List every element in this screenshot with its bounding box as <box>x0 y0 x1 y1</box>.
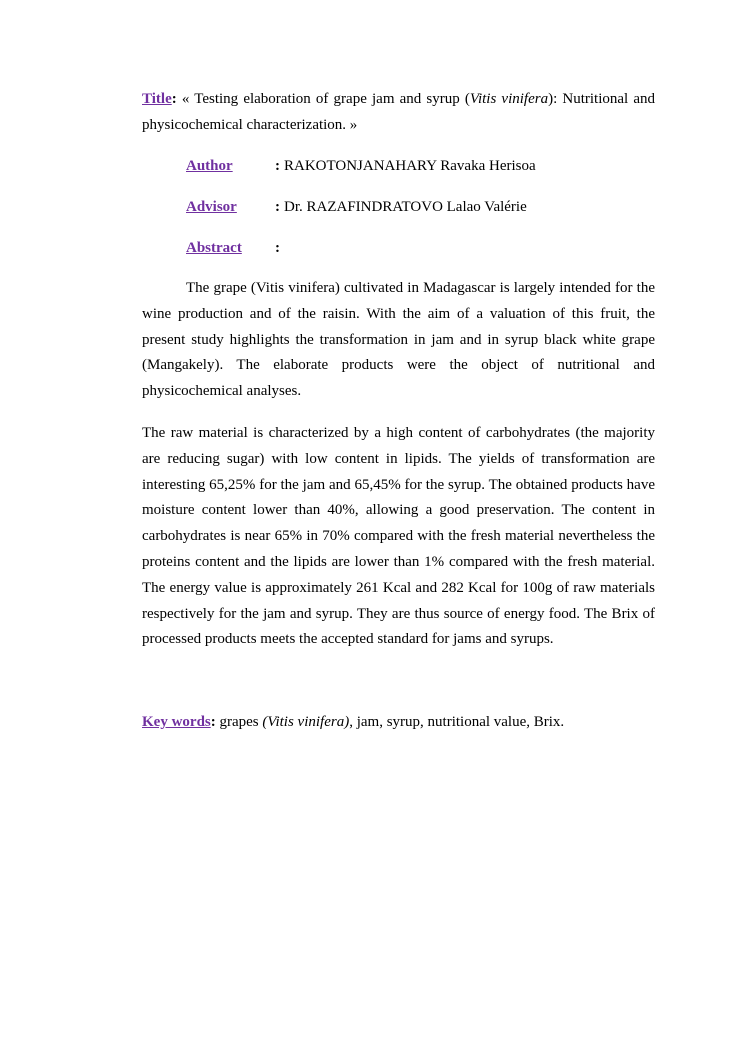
advisor-row <box>186 194 655 220</box>
title-text-before: « Testing elaboration of grape jam and syrup ( <box>176 91 470 107</box>
abstract-row <box>186 235 655 261</box>
title-species: Vitis vinifera <box>469 91 549 107</box>
author-value: RAKOTONJANAHARY Ravaka Herisoa <box>284 158 536 174</box>
keywords-text-after: , jam, syrup, nutritional value, Brix. <box>349 714 565 731</box>
keywords-label: Key words <box>142 714 211 731</box>
advisor-label: Advisor <box>186 199 237 215</box>
abstract-paragraph-2: The raw material is characterized by a high content of carbohydrates (the majority are reducing sugar) with low content in lipids. The yields of transformation are interesting 65,25% for the jam and 65,45% for the syrup. The obtained products have moisture content lower than 40%, allowing a good preservation. The content in carbohydrates is near 65% in 70% compared with the fresh material nevertheless the proteins content and the lipids are lower than 1% compared with the fresh material. The energy value is approximately 261 Kcal and 282 Kcal for 100g of raw materials respectively for the jam and syrup. They are thus source of energy food. The Brix of processed products meets the accepted standard for jams and syrups. <box>142 424 655 648</box>
abstract-paragraph-1: The grape (Vitis vinifera) cultivated in Madagascar is largely intended for the wine production and of the raisin. With the aim of a valuation of this fruit, the present study highlights the transformation in jam and in syrup black white grape (Mangakely). The elaborate products were the object of nutritional and physicochemical analyses. <box>142 280 655 400</box>
author-colon: : <box>275 158 280 174</box>
keywords-text-before: grapes <box>215 714 263 731</box>
keywords-colon: : <box>210 714 216 731</box>
keywords-species: (Vitis vinifera) <box>262 714 350 731</box>
advisor-colon: : <box>275 199 280 215</box>
author-row <box>186 153 655 179</box>
title-label: Title <box>142 91 172 107</box>
advisor-value: Dr. RAZAFINDRATOVO Lalao Valérie <box>284 199 527 215</box>
title-colon: : <box>171 91 177 107</box>
author-label: Author <box>186 158 233 174</box>
abstract-label: Abstract <box>186 240 242 256</box>
title-paragraph <box>142 86 655 138</box>
title-text-after: ): Nutritional and physicochemical characterization. » <box>142 91 655 133</box>
document-page <box>142 86 655 750</box>
abstract-colon: : <box>275 240 280 256</box>
keywords-line <box>142 709 655 735</box>
